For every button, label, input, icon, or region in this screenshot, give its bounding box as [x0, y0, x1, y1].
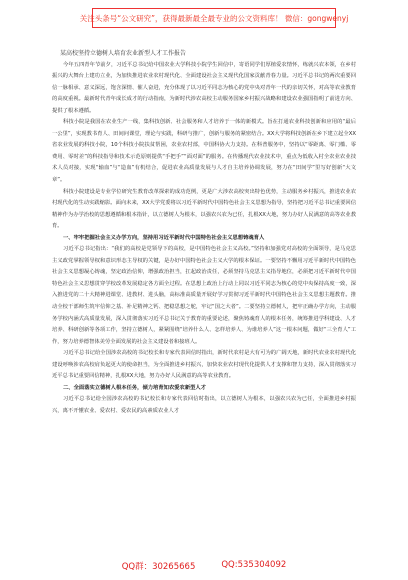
footer-qq-group: QQ群：30265665 — [121, 562, 196, 572]
header-banner: 关注头条号“公文研究”，获得最新最全最专业的公文资料库！ 微信：gongwenyj — [92, 8, 336, 28]
document-body — [52, 48, 356, 418]
footer-qq: QQ:535304092 — [221, 560, 287, 570]
section-heading-1: 一、牢牢把握社会主义办学方向，坚持用习近平新时代中国特色社会主义思想铸魂育人 — [63, 234, 265, 241]
paragraph-1: 今年五四青年节前夕，习近平总书记给中国农业大学科技小院学生回信中，寄语同学们厚植爱农情怀，练就兴农本领，在乡村振兴的大舞台上建功立业，为加快推进农业农村现代化、全面建设社会主义现代化国家贡献青春力量。习近平总书记的两次重要回信一脉相承、意义深远，饱含深情、催人奋进，充分体现了以习近平同志为核心的党中央对青年一代的亲切关怀，对高等农业教育的高度重视。最新时代青年成长成才的行动指南，为新时代涉农高校主动服务国家乡村振兴战略和建设农业强国指明了前进方向、提供了根本遵循。 — [52, 61, 356, 114]
document-title: 某高校坚持立德树人培育农业新型人才工作报告 — [60, 50, 187, 57]
footer-contact — [0, 560, 408, 574]
paragraph-5: 习近平总书记给全国涉农高校的书记校长和专家代表回信时指出，新时代农村是大有可为的广阔天地，新时代农业农村现代化建设呼唤涉农高校肩负起更大的使命担当，为全面推进乡村振兴，加快农业农村现代化提供人才支撑和智力支持，深入贯彻落实习近平总书记重要回信精神，扎根XX大地，努力办好人民满意的高等农业教育。 — [52, 350, 356, 380]
paragraph-2: 科技小院是我国在农业生产一线，集科技创新、社会服务和人才培养于一体的新模式。旨在打通农业科技创新和应用的“最后一公里”，实现教书育人、田间问课堂，理论与实践，科研与推广，创新与服务的紧密结合。XX大学将科技创新在乡下建立起全XX省农业发展的科技小院，10个科技小院扶贫帮困，农业农村部，中国科协大力支持。在科普服务中，坚持以“零距离、零门槛、零费用、零时差”的科技指导和技术示范原则提供“手把手”“面对面”的服务。在传播现代农业技术中，重点为低收入村全农业农业技术人员对接，实现“输血”与“造血”有机结合，促进农业高质量发展与人才自主培养协调发展，努力在“田间学”里写好创新“大文章”。 — [52, 119, 356, 184]
paragraph-4: 习近平总书记指出：“我们的高校是党领导下的高校，是中国特色社会主义高校。”坚持和加强党对高校的全面领导，是马克思主义政党掌握领导权和意识形态主导权的关键，是办好中国特色社会主义大学的根本保证。一要坚持不懈用习近平新时代中国特色社会主义思想凝心铸魂，坚定政治信仰，增强政治担当，扛起政治责任，必须坚持马克思主义指导地位，必须把习近平新时代中国特色社会主义思想贯穿学校改革发展稳定各方面全过程。在思想上政治上行动上同以习近平同志为核心的党中央保持高度一致，深入推进党的二十大精神进课堂、进教材、进头脑，高标准高质量开展好学习贯彻习近平新时代中国特色社会主义思想主题教育。推动全校干部师生筑牢信仰之基、补足精神之钙、把稳思想之舵，牢记“国之大者”。二要坚持立德树人，把牢正确办学方向，主动服务学校内涵式高质量发展，深入贯彻落实习近平总书记关于教育的重要论述，聚焦铸魂育人的根本任务，统筹推进学科建设、人才培养、科研创新等各项工作，坚持立德树人，紧紧围绕“培养什么人、怎样培养人、为谁培养人”这一根本问题，做好“三全育人”工作，努力培养德智体美劳全面发展的社会主义建设者和接班人。 — [52, 246, 356, 345]
section-heading-2: 二、全面落实立德树人根本任务，倾力培育知农爱农新型人才 — [63, 384, 207, 391]
paragraph-3: 科技小院建设是专业学位研究生教育改革探索的成功范例，更是广大涉农高校突出特色优势，主动服务乡村振兴，推进农业农村现代化的生动实践缩影。面向未来，XX大学党委将以习近平新时代中国特色社会主义思想为指导，坚持把习近平总书记重要回信精神作为办学治校的思想遵循和根本指针，以立德树人为根本，以强农兴农为已任，扎根XX大地，努力办好人民满意的高等农业教育。 — [52, 188, 356, 230]
paragraph-6: 习近平总书记给全国涉农高校的书记校长和专家代表回信时指出，以立德树人为根本，以强农兴农为已任，全面推进乡村振兴，离不开懂农业、爱农村、爱农民的高素质农业人才 — [52, 396, 356, 414]
